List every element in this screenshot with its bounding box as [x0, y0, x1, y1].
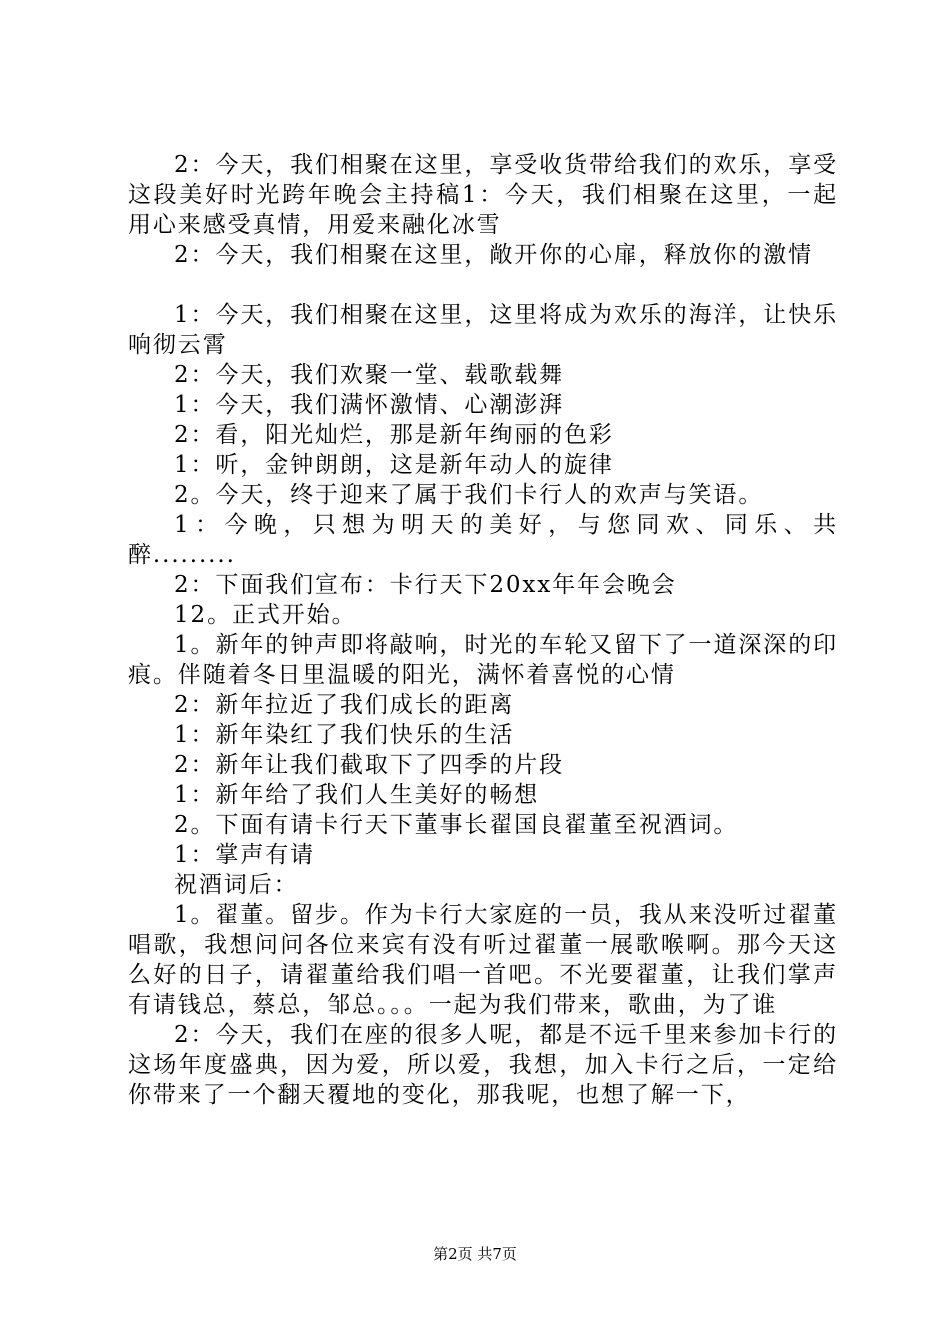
- paragraph: 2。今天，终于迎来了属于我们卡行人的欢声与笑语。: [174, 482, 764, 508]
- paragraph: 2：今天，我们相聚在这里，敞开你的心扉，释放你的激情: [174, 242, 814, 268]
- paragraph: 1。新年的钟声即将敲响，时光的车轮又留下了一道深深的印痕。伴随着冬日里温暖的阳光，满怀着喜悦的心情: [128, 632, 838, 688]
- paragraph: 1：新年给了我们人生美好的畅想: [174, 782, 540, 808]
- paragraph: 2：新年拉近了我们成长的距离: [174, 692, 515, 718]
- paragraph: 1：今天，我们相聚在这里，这里将成为欢乐的海洋，让快乐响彻云霄: [128, 302, 838, 358]
- paragraph: 祝酒词后：: [174, 872, 299, 898]
- paragraph: 2：新年让我们截取下了四季的片段: [174, 752, 565, 778]
- paragraph: 1：掌声有请: [174, 842, 316, 868]
- paragraph: 2。下面有请卡行天下董事长翟国良翟董至祝酒词。: [174, 812, 739, 838]
- paragraph: 1：今晚，只想为明天的美好，与您同欢、同乐、共醉.........: [128, 512, 838, 568]
- document-body: [128, 150, 838, 1110]
- paragraph: 12。正式开始。: [174, 602, 357, 628]
- paragraph: 1：新年染红了我们快乐的生活: [174, 722, 515, 748]
- paragraph: 1：今天，我们满怀激情、心潮澎湃: [174, 392, 565, 418]
- paragraph: 2：下面我们宣布：卡行天下20xx年年会晚会: [174, 572, 677, 598]
- paragraph: 1。翟董。留步。作为卡行大家庭的一员，我从来没听过翟董唱歌，我想问问各位来宾有没有听过翟董一展歌喉啊。那今天这么好的日子，请翟董给我们唱一首吧。不光要翟董，让我们掌声有请钱总，蔡总，邹总。。。一起为我们带来，歌曲，为了谁: [128, 902, 838, 1018]
- paragraph: 2：今天，我们相聚在这里，享受收货带给我们的欢乐，享受这段美好时光跨年晚会主持稿1：今天，我们相聚在这里，一起用心来感受真情，用爱来融化冰雪: [128, 152, 838, 238]
- paragraph: 2：今天，我们在座的很多人呢，都是不远千里来参加卡行的这场年度盛典，因为爱，所以爱，我想，加入卡行之后，一定给你带来了一个翻天覆地的变化，那我呢，也想了解一下，: [128, 1022, 838, 1108]
- paragraph: 2：看，阳光灿烂，那是新年绚丽的色彩: [174, 422, 614, 448]
- page-footer: 第2页 共7页: [433, 1245, 517, 1263]
- paragraph: 1：听，金钟朗朗，这是新年动人的旋律: [174, 452, 614, 478]
- paragraph: 2：今天，我们欢聚一堂、载歌载舞: [174, 362, 565, 388]
